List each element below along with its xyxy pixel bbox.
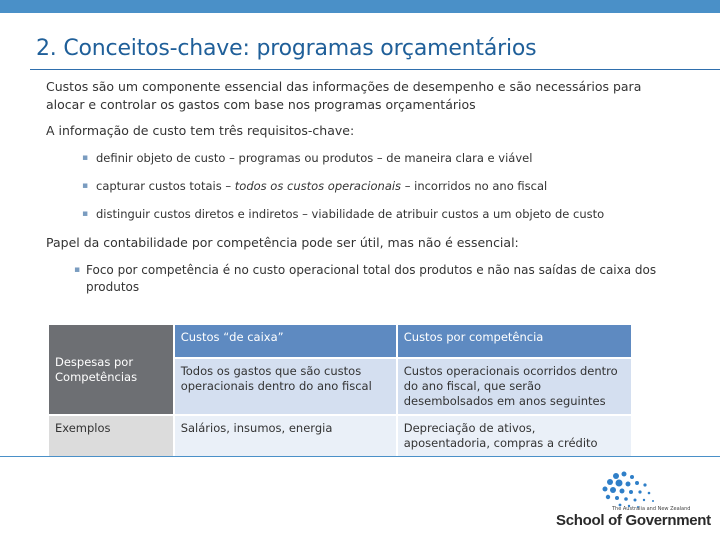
top-accent-bar: [0, 0, 720, 13]
school-logo: [552, 470, 712, 530]
requirements-list: [46, 150, 666, 222]
requirements-heading: A informação de custo tem três requisitos-chave:: [46, 123, 355, 138]
requirement-text-start: capturar custos totais –: [96, 179, 235, 193]
bullet-icon: ▪: [82, 209, 89, 219]
logo-tagline: The Australia and New Zealand: [612, 506, 691, 512]
list-item: [82, 178, 666, 194]
footer-divider: [0, 456, 720, 457]
bullet-icon: ▪: [74, 265, 81, 275]
requirement-text: distinguir custos diretos e indiretos – viabilidade de atribuir custos a um objeto de custo: [96, 207, 605, 221]
table-row: [49, 416, 631, 456]
cash-cost-cell: Salários, insumos, energia: [175, 416, 396, 456]
requirement-text-emphasis: todos os custos operacionais: [234, 179, 402, 193]
cash-cost-cell: Todos os gastos que são custos operacionais dentro do ano fiscal: [175, 359, 396, 414]
list-item: [74, 262, 686, 296]
requirement-text-end: – incorridos no ano fiscal: [401, 179, 548, 193]
row-header-label: Exemplos: [49, 416, 173, 456]
accrual-bullet-text: Foco por competência é no custo operacional total dos produtos e não nas saídas de caixa dos produtos: [86, 263, 657, 294]
accrual-cost-cell: Custos operacionais ocorridos dentro do ano fiscal, que serão desembolsados em anos seguintes: [398, 359, 631, 414]
list-item: [82, 150, 666, 166]
bullet-icon: ▪: [82, 153, 89, 163]
accrual-list: [46, 262, 666, 296]
slide-title: 2. Conceitos-chave: programas orçamentários: [36, 36, 537, 61]
bullet-icon: ▪: [82, 181, 89, 191]
logo-wordmark: School of Government: [556, 512, 711, 529]
column-header-accrual: Custos por competência: [398, 325, 631, 357]
title-divider: [30, 69, 720, 70]
accrual-heading: Papel da contabilidade por competência pode ser útil, mas não é essencial:: [46, 235, 519, 250]
table-header-row: [49, 325, 631, 357]
list-item: [82, 206, 666, 222]
cost-comparison-table: [47, 323, 633, 458]
column-header-cash: Custos “de caixa”: [175, 325, 396, 357]
accrual-cost-cell: Depreciação de ativos, aposentadoria, compras a crédito: [398, 416, 631, 456]
requirement-text: definir objeto de custo – programas ou produtos – de maneira clara e viável: [96, 151, 533, 165]
intro-paragraph: Custos são um componente essencial das informações de desempenho e são necessários para alocar e controlar os gastos com base nos programas orçamentários: [46, 79, 642, 112]
row-header-cell: [49, 325, 173, 414]
row-header-label: Despesas por Competências: [55, 354, 138, 384]
slide-body: [46, 78, 666, 296]
